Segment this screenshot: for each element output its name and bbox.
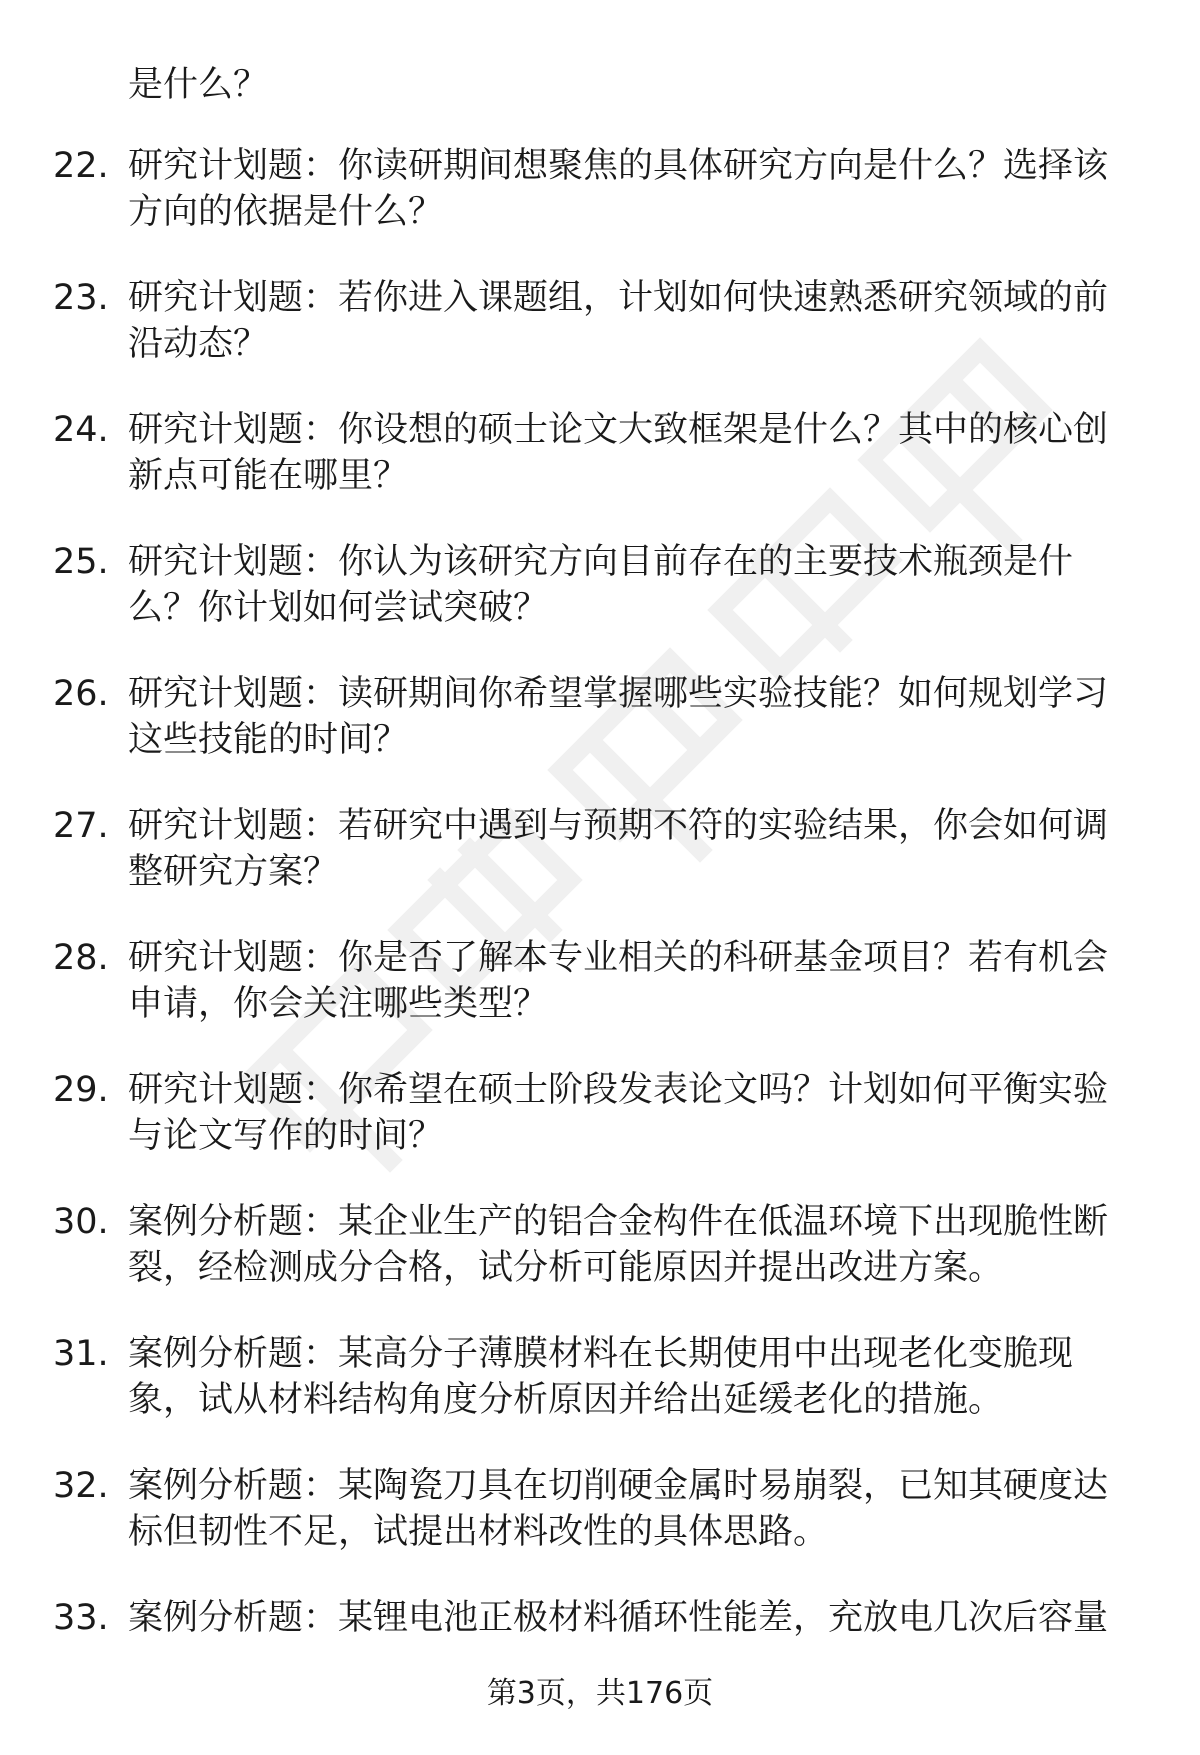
question-text-line: 案例分析题：某高分子薄膜材料在长期使用中出现老化变脆现 [128, 1334, 1074, 1374]
question-text-line: 象，试从材料结构角度分析原因并给出延缓老化的措施。 [128, 1380, 1004, 1420]
question-text-line: 研究计划题：若研究中遇到与预期不符的实验结果，你会如何调 [128, 806, 1109, 846]
question-text-line: 标但韧性不足，试提出材料改性的具体思路。 [128, 1512, 829, 1552]
question-text-line: 案例分析题：某陶瓷刀具在切削硬金属时易崩裂，已知其硬度达 [128, 1466, 1109, 1506]
question-text-line: 研究计划题：你认为该研究方向目前存在的主要技术瓶颈是什 [128, 542, 1074, 582]
question-text-line: 申请，你会关注哪些类型？ [128, 984, 549, 1024]
question-text-line: 与论文写作的时间？ [128, 1116, 444, 1156]
question-number: 25. [53, 542, 109, 582]
question-text-line: 研究计划题：读研期间你希望掌握哪些实验技能？如何规划学习 [128, 674, 1109, 714]
question-text-line: 研究计划题：你设想的硕士论文大致框架是什么？其中的核心创 [128, 410, 1109, 450]
question-text-line: 研究计划题：若你进入课题组，计划如何快速熟悉研究领域的前 [128, 278, 1109, 318]
question-text-line: 沿动态？ [128, 324, 269, 364]
list-item [0, 935, 1200, 1067]
question-text-line: 么？你计划如何尝试突破？ [128, 588, 549, 628]
list-item [0, 275, 1200, 407]
question-number: 31. [53, 1334, 109, 1374]
question-number: 32. [53, 1466, 109, 1506]
page-number-footer: 第3页，共176页 [486, 1676, 714, 1711]
question-text-line: 研究计划题：你读研期间想聚焦的具体研究方向是什么？选择该 [128, 146, 1109, 186]
list-item [0, 1331, 1200, 1463]
question-text-line: 整研究方案？ [128, 852, 339, 892]
list-item [0, 1067, 1200, 1199]
question-list [0, 143, 1200, 1727]
list-item [0, 1463, 1200, 1595]
list-item [0, 143, 1200, 275]
question-number: 28. [53, 938, 109, 978]
question-number: 24. [53, 410, 109, 450]
question-number: 23. [53, 278, 109, 318]
continued-question-text: 是什么？ [128, 65, 269, 105]
list-item [0, 539, 1200, 671]
question-text-line: 研究计划题：你希望在硕士阶段发表论文吗？计划如何平衡实验 [128, 1070, 1109, 1110]
question-number: 33. [53, 1598, 109, 1638]
question-text-line: 案例分析题：某企业生产的铝合金构件在低温环境下出现脆性断 [128, 1202, 1109, 1242]
question-text-line: 研究计划题：你是否了解本专业相关的科研基金项目？若有机会 [128, 938, 1109, 978]
question-number: 22. [53, 146, 109, 186]
list-item [0, 803, 1200, 935]
question-number: 27. [53, 806, 109, 846]
question-number: 30. [53, 1202, 109, 1242]
list-item [0, 1199, 1200, 1331]
question-text-line: 裂，经检测成分合格，试分析可能原因并提出改进方案。 [128, 1248, 1004, 1288]
question-number: 26. [53, 674, 109, 714]
list-item [0, 671, 1200, 803]
question-text-line: 这些技能的时间？ [128, 720, 409, 760]
question-number: 29. [53, 1070, 109, 1110]
list-item [0, 407, 1200, 539]
question-text-line: 案例分析题：某锂电池正极材料循环性能差，充放电几次后容量 [128, 1598, 1109, 1638]
question-text-line: 新点可能在哪里？ [128, 456, 409, 496]
question-text-line: 方向的依据是什么？ [128, 192, 444, 232]
